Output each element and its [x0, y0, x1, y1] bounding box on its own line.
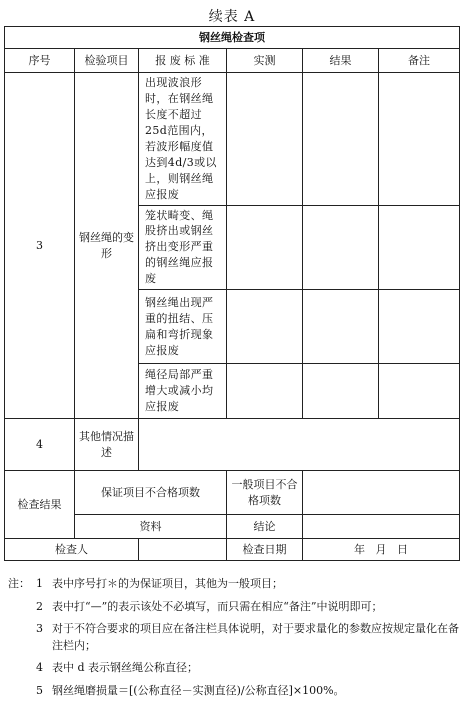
inspection-table — [4, 26, 460, 561]
note-item — [8, 576, 460, 593]
item3-measured-1[interactable] — [227, 73, 303, 206]
guarantee-fail-label: 保证项目不合格项数 — [75, 471, 227, 515]
item3-measured-4[interactable] — [227, 364, 303, 419]
item3-criteria-2: 笼状畸变、绳股挤出或钢丝挤出变形严重的钢丝绳应报废 — [139, 205, 227, 290]
header-seq: 序号 — [5, 49, 75, 73]
note-item — [8, 683, 460, 700]
conclusion-label: 结论 — [227, 515, 303, 539]
note-number: 4 — [36, 661, 43, 674]
item3-measured-3[interactable] — [227, 290, 303, 364]
header-remark: 备注 — [379, 49, 460, 73]
note-text: 表中 d 表示钢丝绳公称直径； — [52, 661, 199, 674]
general-fail-value[interactable] — [303, 471, 460, 515]
item3-remark-2[interactable] — [379, 205, 460, 290]
notes-section — [8, 576, 460, 705]
inspector-value[interactable] — [139, 539, 227, 561]
note-text: 对于不符合要求的项目应在备注栏具体说明，对于要求量化的参数应按规定量化在备注栏内； — [52, 622, 459, 652]
note-number: 3 — [36, 622, 43, 635]
header-criteria: 报 废 标 准 — [139, 49, 227, 73]
note-number: 1 — [36, 577, 43, 590]
item3-name: 钢丝绳的变形 — [75, 73, 139, 419]
item3-result-1[interactable] — [303, 73, 379, 206]
date-value[interactable]: 年 月 日 — [303, 539, 460, 561]
item3-result-2[interactable] — [303, 205, 379, 290]
header-item: 检验项目 — [75, 49, 139, 73]
item3-result-4[interactable] — [303, 364, 379, 419]
item4-name: 其他情况描述 — [75, 419, 139, 471]
note-number: 2 — [36, 599, 43, 613]
item3-remark-4[interactable] — [379, 364, 460, 419]
item4-description[interactable] — [139, 419, 460, 471]
table-caption: 续表 A — [208, 9, 256, 25]
table-title: 钢丝绳检查项 — [5, 27, 460, 49]
inspector-label: 检查人 — [5, 539, 139, 561]
note-text: 钢丝绳磨损量＝[(公称直径－实测直径)/公称直径]×100%。 — [52, 683, 345, 697]
item3-result-3[interactable] — [303, 290, 379, 364]
general-fail-label: 一般项目不合格项数 — [227, 471, 303, 515]
note-text: 表中打“—”的表示该处不必填写，而只需在相应“备注”中说明即可； — [52, 599, 383, 613]
item3-criteria-1: 出现波浪形时，在钢丝绳长度不超过25d范围内，若波形幅度值达到4d/3或以上，则钢丝绳应报废 — [139, 73, 227, 206]
notes-label: 注： — [8, 577, 30, 590]
header-measured: 实测 — [227, 49, 303, 73]
item4-seq: 4 — [5, 419, 75, 471]
item3-criteria-4: 绳径局部严重增大或减小均应报废 — [139, 364, 227, 419]
materials-label: 资料 — [75, 515, 227, 539]
note-text: 表中序号打＊的为保证项目，其他为一般项目； — [52, 577, 283, 590]
result-label: 检查结果 — [5, 471, 75, 539]
note-item — [8, 599, 460, 616]
date-label: 检查日期 — [227, 539, 303, 561]
conclusion-value[interactable] — [303, 515, 460, 539]
note-item — [8, 621, 460, 654]
item3-criteria-3: 钢丝绳出现严重的扭结、压扁和弯折现象应报废 — [139, 290, 227, 364]
note-number: 5 — [36, 683, 43, 697]
note-item — [8, 660, 460, 677]
item3-remark-3[interactable] — [379, 290, 460, 364]
header-result: 结果 — [303, 49, 379, 73]
item3-seq: 3 — [5, 73, 75, 419]
item3-measured-2[interactable] — [227, 205, 303, 290]
item3-remark-1[interactable] — [379, 73, 460, 206]
